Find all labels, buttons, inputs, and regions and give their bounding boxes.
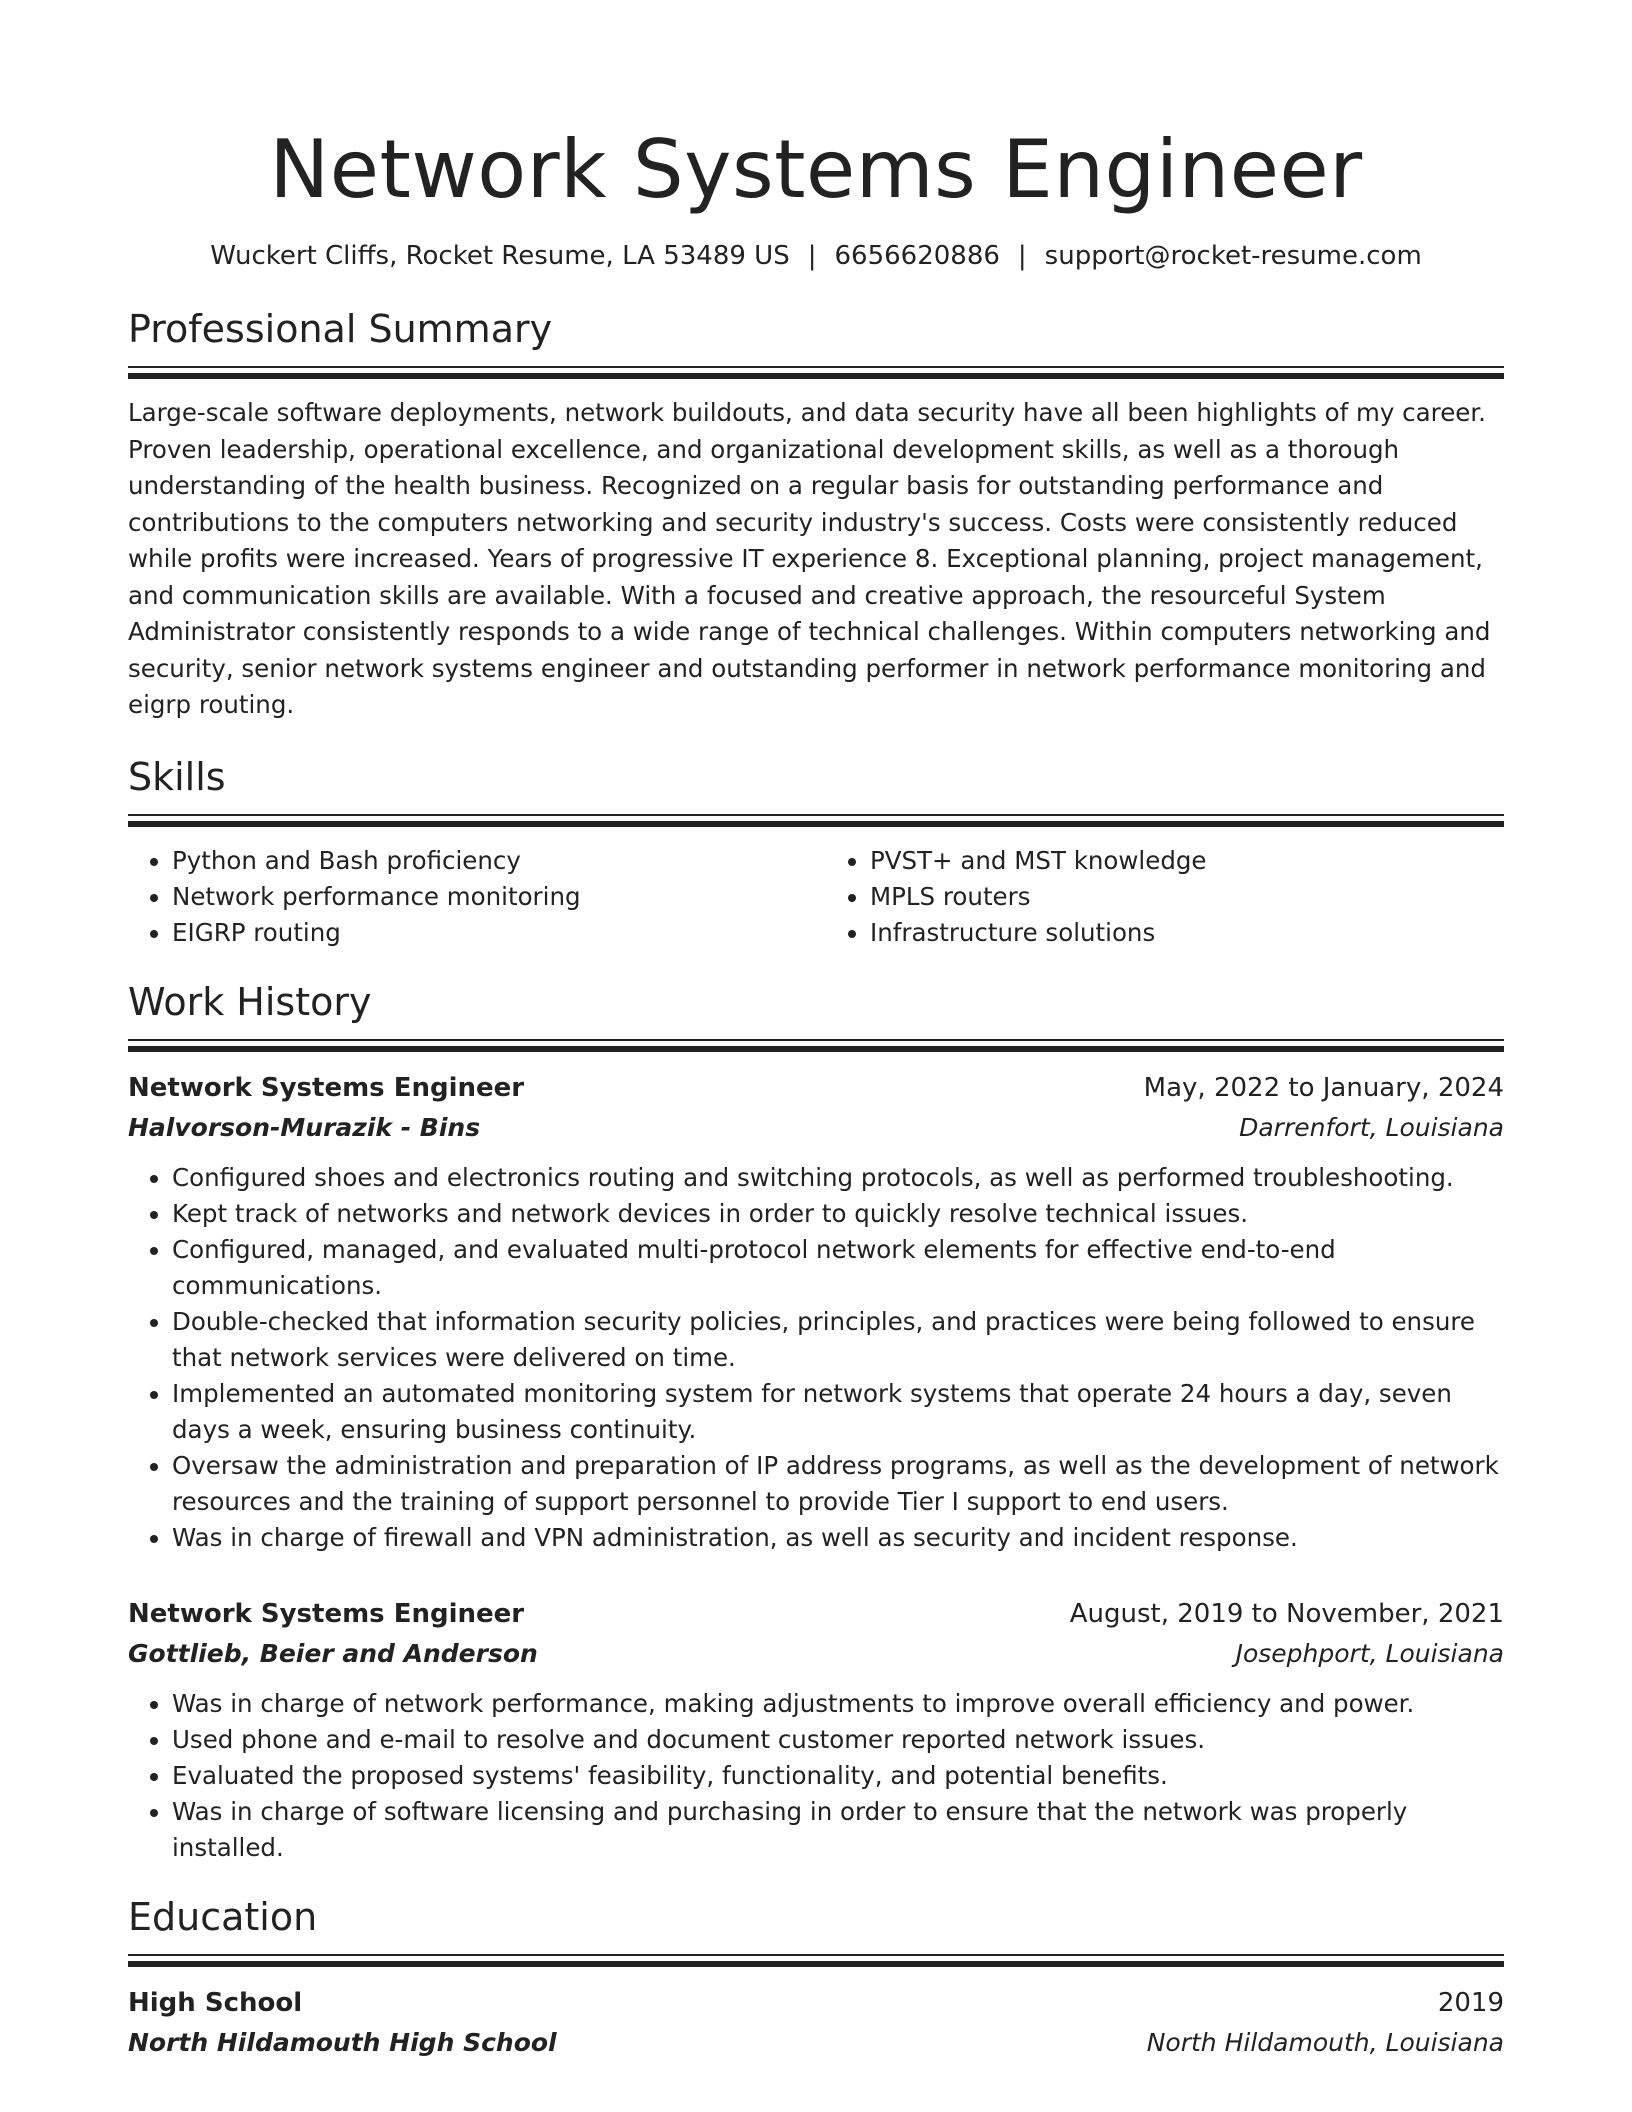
education-school: North Hildamouth High School xyxy=(128,2027,557,2057)
resume-name: Network Systems Engineer xyxy=(269,123,1363,216)
job-company: Halvorson-Murazik - Bins xyxy=(128,1112,481,1142)
job-entry xyxy=(128,1068,1504,1556)
education-entry xyxy=(128,1983,1504,2063)
summary-text: Large-scale software deployments, network buildouts, and data security have all been highlights of my career. Proven leadership, operational excellence, and organizational development skills, as well as a thorough understanding of the health business. Recognized on a regular basis for outstanding performance and contributions to the computers networking and security industry's success. Costs were consistently reduced while profits were increased. Years of progressive IT experience 8. Exceptional planning, project management, and communication skills are available. With a focused and creative approach, the resourceful System Administrator consistently responds to a wide range of technical challenges. Within computers networking and security, senior network systems engineer and outstanding performer in network performance monitoring and eigrp routing. xyxy=(128,398,1491,719)
section-title: Education xyxy=(128,1894,318,1939)
contact-address: Wuckert Cliffs, Rocket Resume, LA 53489 US xyxy=(210,241,790,271)
section-divider-thick xyxy=(128,1046,1504,1052)
skill-item: • EIGRP routing xyxy=(172,915,806,951)
job-dates: May, 2022 to January, 2024 xyxy=(1143,1072,1504,1103)
job-bullets xyxy=(128,1160,1504,1556)
job-bullet: • Configured shoes and electronics routing and switching protocols, as well as performed troubleshooting. xyxy=(172,1160,1504,1196)
section-divider-thick xyxy=(128,821,1504,827)
skills-section xyxy=(128,752,1504,951)
job-bullet: • Implemented an automated monitoring system for network systems that operate 24 hours a day, seven days a week, ensuring business continuity. xyxy=(172,1376,1504,1448)
job-bullet: • Kept track of networks and network devices in order to quickly resolve technical issues. xyxy=(172,1196,1504,1232)
job-bullets xyxy=(128,1686,1504,1866)
section-title: Skills xyxy=(128,754,226,799)
job-title: Network Systems Engineer xyxy=(128,1598,525,1629)
work-section xyxy=(128,977,1504,1866)
contact-line xyxy=(128,236,1504,276)
skill-item: • MPLS routers xyxy=(870,879,1504,915)
skills-grid xyxy=(128,843,1504,951)
contact-email: support@rocket-resume.com xyxy=(1044,241,1422,271)
skills-list-left xyxy=(128,843,806,951)
job-location: Darrenfort, Louisiana xyxy=(1239,1112,1504,1142)
job-bullet: • Was in charge of network performance, making adjustments to improve overall efficiency and power. xyxy=(172,1686,1504,1722)
job-dates: August, 2019 to November, 2021 xyxy=(1069,1598,1504,1629)
contact-separator: | xyxy=(807,241,817,271)
job-bullet: • Was in charge of software licensing and purchasing in order to ensure that the network was properly installed. xyxy=(172,1794,1504,1866)
education-section xyxy=(128,1892,1504,2063)
skill-item: • Infrastructure solutions xyxy=(870,915,1504,951)
education-year: 2019 xyxy=(1437,1987,1504,2018)
job-company: Gottlieb, Beier and Anderson xyxy=(128,1638,538,1668)
job-title: Network Systems Engineer xyxy=(128,1072,525,1103)
job-bullet: • Oversaw the administration and preparation of IP address programs, as well as the development of network resources and the training of support personnel to provide Tier I support to end users. xyxy=(172,1448,1504,1520)
section-title: Professional Summary xyxy=(128,307,553,351)
job-entry xyxy=(128,1594,1504,1866)
job-bullet: • Used phone and e-mail to resolve and document customer reported network issues. xyxy=(172,1722,1504,1758)
job-bullet: • Double-checked that information security policies, principles, and practices were being followed to ensure that network services were delivered on time. xyxy=(172,1304,1504,1376)
skill-item: • Network performance monitoring xyxy=(172,879,806,915)
skill-item: • PVST+ and MST knowledge xyxy=(870,843,1504,879)
skills-list-right xyxy=(826,843,1504,951)
section-divider-thick xyxy=(128,1961,1504,1967)
summary-section xyxy=(128,304,1504,724)
section-title: Work History xyxy=(128,979,372,1024)
section-divider-thick xyxy=(128,373,1504,379)
job-bullet: • Was in charge of firewall and VPN administration, as well as security and incident response. xyxy=(172,1520,1504,1556)
education-degree: High School xyxy=(128,1987,303,2018)
skill-item: • Python and Bash proficiency xyxy=(172,843,806,879)
education-location: North Hildamouth, Louisiana xyxy=(1146,2027,1504,2057)
contact-separator: | xyxy=(1017,241,1027,271)
job-bullet: • Configured, managed, and evaluated multi-protocol network elements for effective end-to-end communications. xyxy=(172,1232,1504,1304)
job-location: Josephport, Louisiana xyxy=(1235,1638,1504,1668)
job-bullet: • Evaluated the proposed systems' feasibility, functionality, and potential benefits. xyxy=(172,1758,1504,1794)
contact-phone: 6656620886 xyxy=(834,241,1000,271)
